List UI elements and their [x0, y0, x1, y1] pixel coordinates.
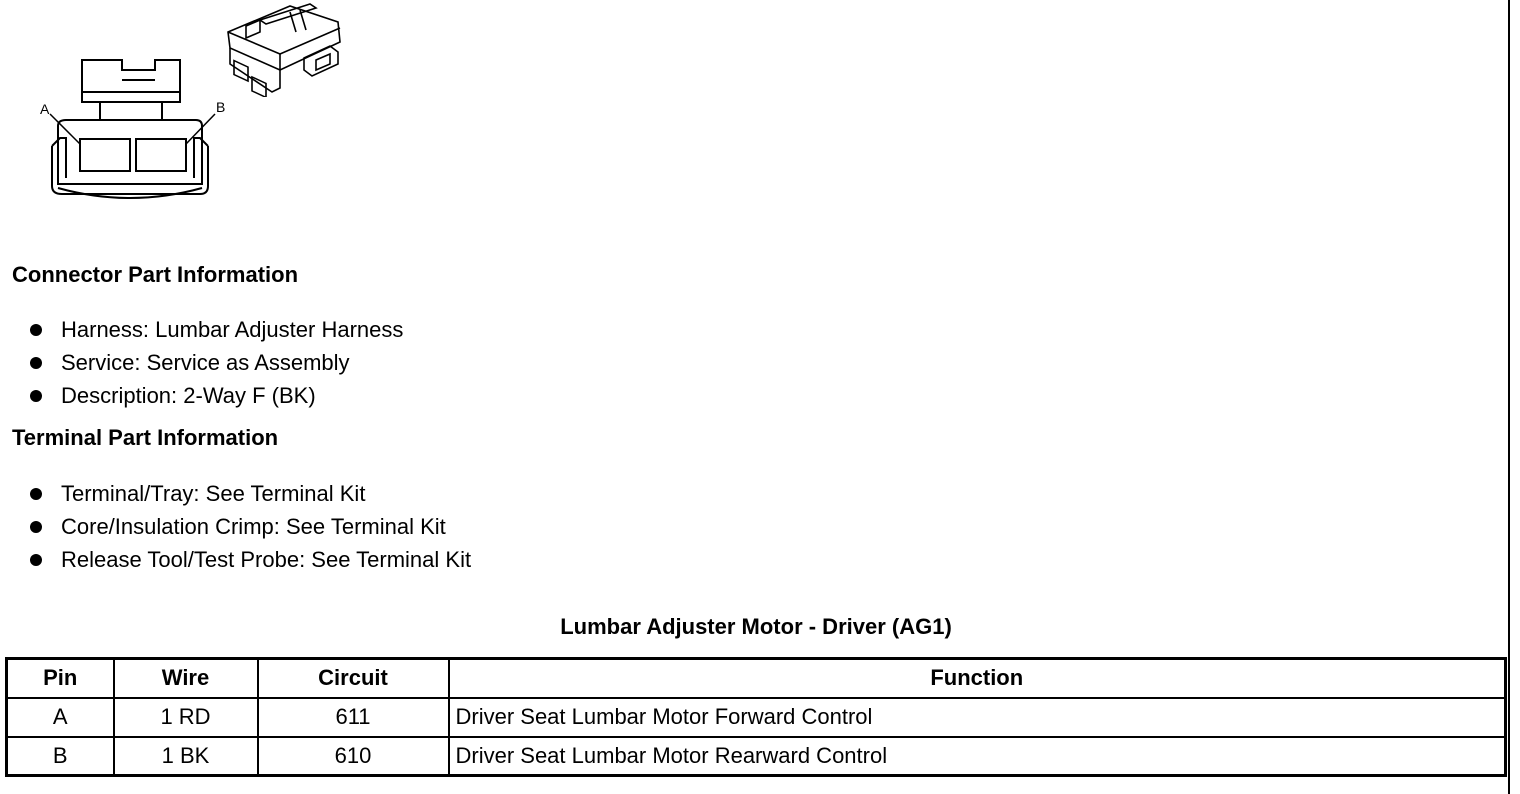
table-row: [7, 698, 1506, 737]
list-item: Core/Insulation Crimp: See Terminal Kit: [28, 510, 471, 543]
pin-table-title: Lumbar Adjuster Motor - Driver (AG1): [560, 614, 952, 639]
pin-b-label: B: [216, 99, 226, 115]
header-function: Function: [449, 659, 1506, 698]
cell-function: Driver Seat Lumbar Motor Forward Control: [449, 698, 1506, 737]
cell-circuit: 610: [258, 737, 449, 776]
connector-info-heading: Connector Part Information: [12, 262, 299, 287]
cell-circuit: 611: [258, 698, 449, 737]
table-row: [7, 737, 1506, 776]
connector-info-list: [28, 313, 403, 412]
cell-pin: B: [7, 737, 114, 776]
cell-wire: 1 BK: [114, 737, 258, 776]
cell-pin: A: [7, 698, 114, 737]
terminal-info-list: [28, 477, 471, 576]
list-item: Service: Service as Assembly: [28, 346, 403, 379]
list-item: Description: 2-Way F (BK): [28, 379, 403, 412]
list-item: Harness: Lumbar Adjuster Harness: [28, 313, 403, 346]
cell-wire: 1 RD: [114, 698, 258, 737]
header-wire: Wire: [114, 659, 258, 698]
terminal-info-heading: Terminal Part Information: [12, 425, 279, 450]
list-item: Terminal/Tray: See Terminal Kit: [28, 477, 471, 510]
table-header-row: [7, 659, 1506, 698]
page-border-right: [1508, 0, 1510, 794]
header-circuit: Circuit: [258, 659, 449, 698]
list-item: Release Tool/Test Probe: See Terminal Kit: [28, 543, 471, 576]
pin-a-label: A: [40, 101, 50, 117]
cell-function: Driver Seat Lumbar Motor Rearward Control: [449, 737, 1506, 776]
pin-table: [5, 657, 1507, 777]
connector-isometric-diagram: [220, 2, 360, 97]
header-pin: Pin: [7, 659, 114, 698]
